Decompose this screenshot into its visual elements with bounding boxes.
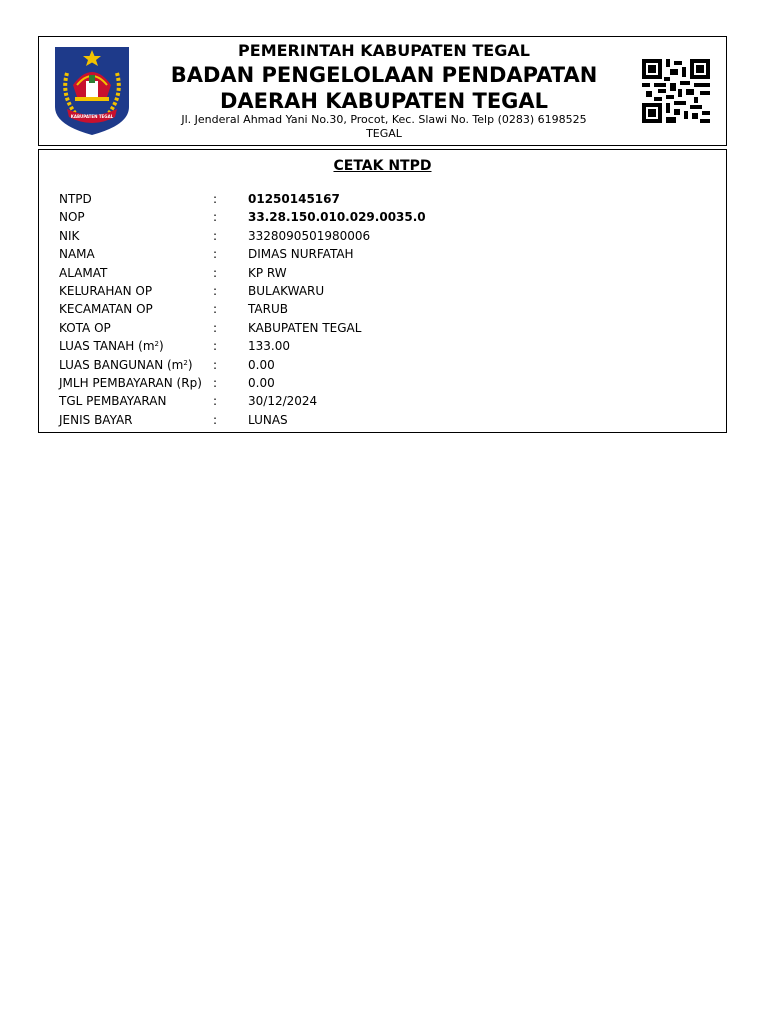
svg-text:KABUPATEN TEGAL: KABUPATEN TEGAL — [70, 114, 114, 119]
detail-label: JENIS BAYAR — [59, 412, 133, 427]
document-title: CETAK NTPD — [333, 158, 432, 174]
agency-name-line2: DAERAH KABUPATEN TEGAL — [219, 89, 549, 113]
government-name: PEMERINTAH KABUPATEN TEGAL — [238, 41, 530, 60]
detail-value: TARUB — [248, 302, 288, 317]
detail-label: NTPD — [59, 192, 92, 206]
qr-code-icon — [642, 59, 710, 123]
detail-value: KABUPATEN TEGAL — [248, 320, 362, 335]
detail-value: 01250145167 — [248, 192, 340, 206]
detail-value: 0.00 — [248, 375, 275, 390]
document-header — [38, 36, 727, 146]
detail-label: KECAMATAN OP — [59, 302, 153, 317]
address-city: TEGAL — [366, 127, 402, 140]
detail-value: LUNAS — [248, 412, 288, 427]
detail-colon: : — [213, 265, 218, 280]
detail-label: KELURAHAN OP — [59, 283, 153, 298]
detail-label: NOP — [59, 210, 85, 225]
detail-value: DIMAS NURFATAH — [248, 247, 354, 262]
agency-name-line1: BADAN PENGELOLAAN PENDAPATAN — [170, 63, 598, 87]
detail-value: 3328090501980006 — [248, 228, 371, 243]
detail-colon: : — [213, 339, 218, 354]
detail-colon: : — [213, 228, 218, 243]
agency-name — [159, 62, 609, 114]
detail-colon: : — [213, 375, 218, 390]
detail-label: ALAMAT — [59, 265, 108, 280]
detail-label: NIK — [59, 228, 80, 243]
address-line: Jl. Jenderal Ahmad Yani No.30, Procot, Kec. Slawi No. Telp (0283) 6198525 — [181, 113, 587, 126]
detail-value: BULAKWARU — [248, 283, 325, 298]
detail-value: 133.00 — [248, 339, 290, 354]
agency-address — [159, 113, 609, 141]
detail-colon: : — [213, 192, 218, 206]
detail-value: 0.00 — [248, 357, 275, 372]
detail-label: LUAS BANGUNAN $(m^2)$ — [59, 357, 193, 372]
detail-label: NAMA — [59, 247, 95, 262]
detail-colon: : — [213, 357, 218, 372]
detail-label: KOTA OP — [59, 320, 111, 335]
detail-label: JMLH PEMBAYARAN (Rp) — [59, 375, 202, 390]
detail-colon: : — [213, 320, 218, 335]
regency-emblem-icon — [53, 45, 131, 137]
detail-value: 33.28.150.010.029.0035.0 — [248, 210, 426, 225]
detail-value: 30/12/2024 — [248, 394, 318, 409]
detail-label: TGL PEMBAYARAN — [59, 394, 167, 409]
detail-value: KP RW — [248, 265, 287, 280]
detail-label: LUAS TANAH $(m^2)$ — [59, 339, 164, 354]
detail-colon: : — [213, 210, 218, 225]
ntpd-detail-box — [38, 149, 727, 433]
detail-colon: : — [213, 394, 218, 409]
detail-colon: : — [213, 283, 218, 298]
detail-colon: : — [213, 302, 218, 317]
detail-colon: : — [213, 247, 218, 262]
detail-colon: : — [213, 412, 218, 427]
